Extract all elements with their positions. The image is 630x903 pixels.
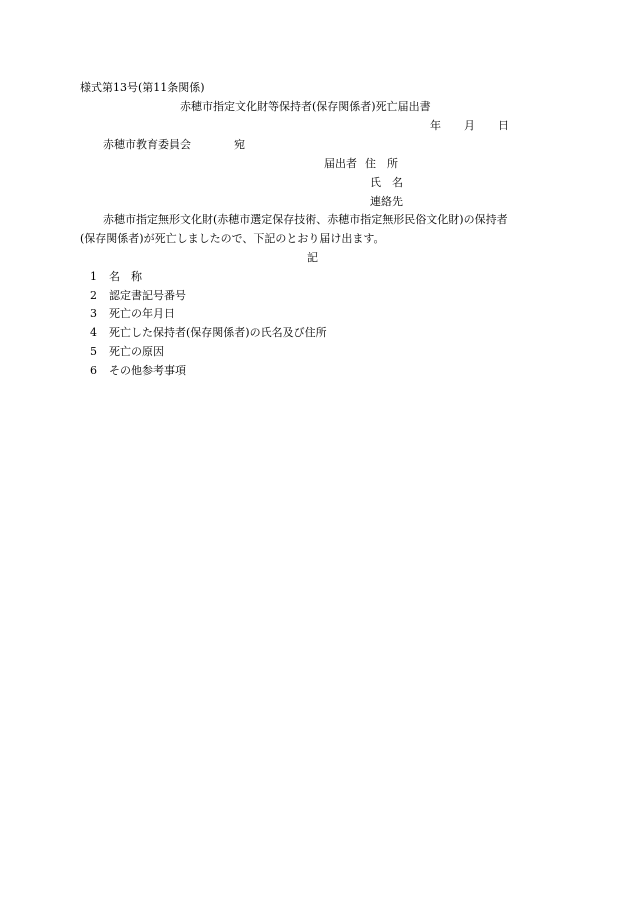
date-line (430, 119, 509, 133)
list-item-label: 死亡した保持者(保存関係者)の氏名及び住所 (109, 326, 327, 339)
form-number: 様式第13号(第11条関係) (80, 81, 205, 94)
list-item (90, 289, 186, 303)
list-item-number: 4 (90, 326, 97, 339)
notifier-name-label: 氏 名 (370, 176, 403, 189)
notifier-address-line (324, 157, 398, 171)
list-item (90, 270, 142, 284)
list-item (90, 326, 327, 340)
notifier-address-label: 住 所 (365, 157, 398, 170)
body-line-2: (保存関係者)が死亡しましたので、下記のとおり届け出ます。 (80, 232, 385, 245)
notifier-contact-label: 連絡先 (370, 195, 403, 208)
addressee-suffix: 宛 (234, 138, 245, 151)
list-item-number: 6 (90, 364, 97, 377)
list-item (90, 307, 175, 321)
date-day-label: 日 (498, 119, 509, 132)
body-line-1: 赤穂市指定無形文化財(赤穂市選定保存技術、赤穂市指定無形民俗文化財)の保持者 (103, 213, 508, 226)
date-year-label: 年 (430, 119, 441, 132)
list-item-label: 死亡の原因 (109, 345, 164, 358)
list-item-number: 1 (90, 270, 97, 283)
document-title: 赤穂市指定文化財等保持者(保存関係者)死亡届出書 (180, 100, 431, 113)
list-item (90, 345, 164, 359)
list-item-label: 死亡の年月日 (109, 307, 175, 320)
addressee (103, 138, 245, 152)
ki-heading: 記 (307, 251, 318, 264)
list-item-label: その他参考事項 (109, 364, 186, 377)
list-item-number: 5 (90, 345, 97, 358)
list-item-label: 認定書記号番号 (109, 289, 186, 302)
list-item-label: 名 称 (109, 270, 142, 283)
notifier-label: 届出者 (324, 157, 357, 170)
list-item-number: 3 (90, 307, 97, 320)
list-item (90, 364, 186, 378)
date-month-label: 月 (464, 119, 475, 132)
list-item-number: 2 (90, 289, 97, 302)
addressee-name: 赤穂市教育委員会 (103, 138, 191, 151)
